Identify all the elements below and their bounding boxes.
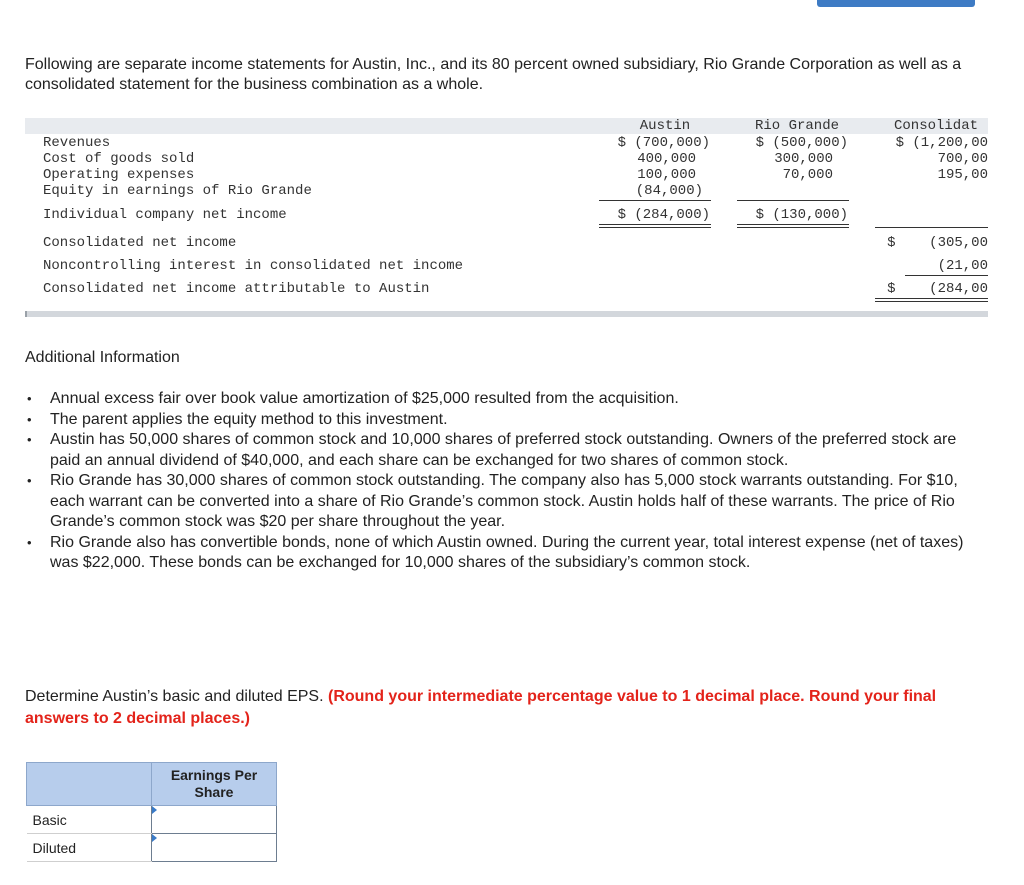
consolidated-attributable-to-austin: $ (284,00 [887,281,988,297]
eps-row-label-diluted: Diluted [27,834,152,862]
intro-paragraph: Following are separate income statements for Austin, Inc., and its 80 percent owned subsidiary, Rio Grande Corporation as well as a consolidated statement for the business combination as a whole. [25,56,962,93]
consolidated-noncontrolling: (21,00 [937,258,988,274]
answer-flag-icon [152,834,157,842]
rio-subtotal-rule [737,200,849,201]
austin-equity-earnings: (84,000) [635,183,703,199]
austin-total-double-rule [599,224,711,228]
list-item: • Rio Grande also has convertible bonds, none of which Austin owned. During the current year, total interest expense (net of taxes) was $22,000. These bonds can be exchanged for 10,000 shares of the subsidiary’s common stock. [27,533,972,574]
rio-revenues: $ (500,000) [755,135,848,151]
top-action-button[interactable] [817,0,975,7]
rounding-instruction: (Round your intermediate percentage value to 1 decimal place. Round your final answers to 2 decimal places.) [25,688,937,727]
question-text: Determine Austin’s basic and diluted EPS. [25,688,324,705]
eps-row-label-basic: Basic [27,806,152,834]
austin-cogs: 400,000 [637,151,696,167]
austin-individual-net-income: $ (284,000) [617,207,710,223]
statement-scrollbar[interactable] [25,311,988,317]
question-prompt [25,686,975,730]
rio-opex: 70,000 [782,167,833,183]
row-label-opex: Operating expenses [43,167,195,183]
additional-information-heading: Additional Information [25,349,180,366]
consolidated-noncontrolling-rule [905,275,988,276]
list-item: • Austin has 50,000 shares of common stock and 10,000 shares of preferred stock outstanding. Owners of the preferred stock are paid an annual dividend of $40,000, and each share can be exchanged for two shares of common stock. [27,430,972,471]
consolidated-subtotal-rule [875,227,988,228]
row-label-cogs: Cost of goods sold [43,151,195,167]
header-consolidated: Consolidat [893,118,978,134]
consolidated-total-double-rule [875,298,988,302]
rio-total-double-rule [737,224,849,228]
row-label-equity-earnings: Equity in earnings of Rio Grande [43,183,312,199]
basic-eps-cell [152,806,277,834]
basic-eps-input[interactable] [152,808,274,831]
income-statement-table [25,118,988,320]
eps-header: Earnings Per Share [152,763,277,806]
rio-cogs: 300,000 [774,151,833,167]
austin-opex: 100,000 [637,167,696,183]
austin-revenues: $ (700,000) [617,135,710,151]
consolidated-net-income: $ (305,00 [887,235,988,251]
austin-subtotal-rule [599,200,711,201]
diluted-eps-input[interactable] [152,836,274,859]
consolidated-revenues: $ (1,200,00 [895,135,988,151]
consolidated-opex: 195,00 [937,167,988,183]
row-label-noncontrolling-interest: Noncontrolling interest in consolidated net income [43,258,464,274]
eps-header-blank [27,763,152,806]
answer-flag-icon [152,806,157,814]
row-label-attributable-to-austin: Consolidated net income attributable to Austin [43,281,430,297]
row-label-revenues: Revenues [43,135,111,151]
list-item: • Rio Grande has 30,000 shares of common stock outstanding. The company also has 5,000 stock warrants outstanding. For $10, each warrant can be converted into a share of Rio Grande’s common stock. Austin holds half of these warrants. The price of Rio Grande’s common stock was $20 per share throughout the year. [27,471,972,533]
list-item: • Annual excess fair over book value amortization of $25,000 resulted from the acquisition. [27,389,972,410]
eps-answer-table [26,762,277,862]
list-item: • The parent applies the equity method to this investment. [27,410,972,431]
header-austin: Austin [639,118,691,134]
consolidated-cogs: 700,00 [937,151,988,167]
additional-information-list [27,389,972,574]
header-rio-grande: Rio Grande [754,118,839,134]
row-label-consolidated-net-income: Consolidated net income [43,235,237,251]
rio-individual-net-income: $ (130,000) [755,207,848,223]
diluted-eps-cell [152,834,277,862]
row-label-individual-net-income: Individual company net income [43,207,287,223]
